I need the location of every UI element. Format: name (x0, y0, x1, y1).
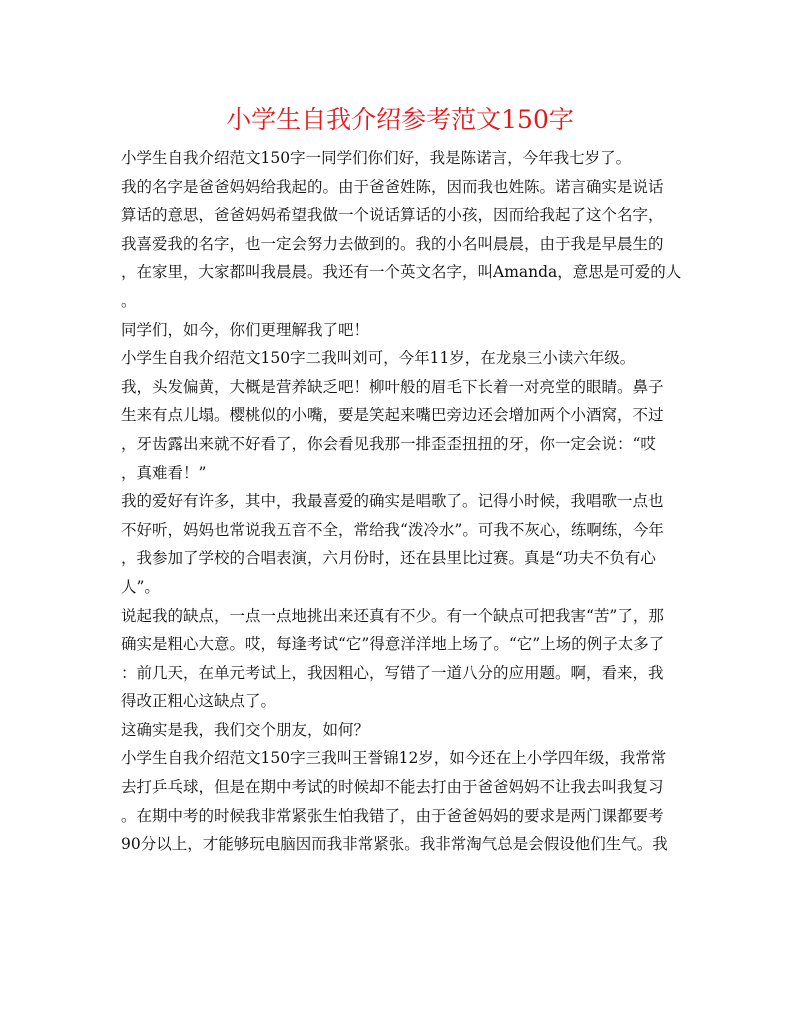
text-line: 90分以上，才能够玩电脑因而我非常紧张。我非常淘气总是会假设他们生气。我 (121, 835, 668, 854)
text-line: 小学生自我介绍范文150字二我叫刘可，今年11岁，在龙泉三小读六年级。 (121, 349, 636, 368)
text-line: ，在家里，大家都叫我晨晨。我还有一个英文名字，叫Amanda，意思是可爱的人 (121, 263, 681, 282)
text-line: 同学们，如今，你们更理解我了吧！ (121, 320, 370, 339)
text-line: ，牙齿露出来就不好看了，你会看见我那一排歪歪扭扭的牙，你一定会说：“哎 (121, 434, 656, 453)
text-line: 生来有点儿塌。樱桃似的小嘴，要是笑起来嘴巴旁边还会增加两个小酒窝，不过 (121, 406, 664, 425)
text-line: 小学生自我介绍范文150字三我叫王誉锦12岁，如今还在上小学四年级，我常常 (121, 749, 667, 768)
text-line: 不好听，妈妈也常说我五音不全，常给我“泼冷水”。可我不灰心，练啊练，今年 (121, 520, 664, 539)
text-line: 确实是粗心大意。哎，每逢考试“它”得意洋洋地上场了。“它”上场的例子太多了 (121, 635, 665, 654)
text-line: 。在期中考的时候我非常紧张生怕我错了，由于爸爸妈妈的要求是两门课都要考 (121, 806, 664, 825)
text-line: 我喜爱我的名字，也一定会努力去做到的。我的小名叫晨晨，由于我是早晨生的 (121, 234, 664, 253)
document-body (121, 144, 681, 859)
text-line: 。 (121, 291, 137, 310)
text-line: 这确实是我，我们交个朋友，如何？ (121, 720, 370, 739)
text-line: ：前几天，在单元考试上，我因粗心，写错了一道八分的应用题。啊，看来，我 (121, 663, 664, 682)
text-line: 说起我的缺点，一点一点地挑出来还真有不少。有一个缺点可把我害“苦”了，那 (121, 606, 664, 625)
text-line: 我的爱好有许多，其中，我最喜爱的确实是唱歌了。记得小时候，我唱歌一点也 (121, 492, 664, 511)
text-line: 算话的意思，爸爸妈妈希望我做一个说话算话的小孩，因而给我起了这个名字， (121, 206, 664, 225)
text-line: ，我参加了学校的合唱表演，六月份时，还在县里比过赛。真是“功夫不负有心 (121, 549, 656, 568)
text-line: 得改正粗心这缺点了。 (121, 692, 277, 711)
text-line: 人”。 (121, 577, 160, 596)
text-line: 我的名字是爸爸妈妈给我起的。由于爸爸姓陈，因而我也姓陈。诺言确实是说话 (121, 177, 664, 196)
text-line: ，真难看！” (121, 463, 207, 482)
text-line: 去打乒乓球，但是在期中考试的时候却不能去打由于爸爸妈妈不让我去叫我复习 (121, 778, 664, 797)
text-line: 我，头发偏黄，大概是营养缺乏吧！柳叶般的眉毛下长着一对亮堂的眼睛。鼻子 (121, 377, 664, 396)
document-title: 小学生自我介绍参考范文150字 (226, 105, 574, 134)
text-line: 小学生自我介绍范文150字一同学们你们好，我是陈诺言，今年我七岁了。 (121, 149, 632, 167)
